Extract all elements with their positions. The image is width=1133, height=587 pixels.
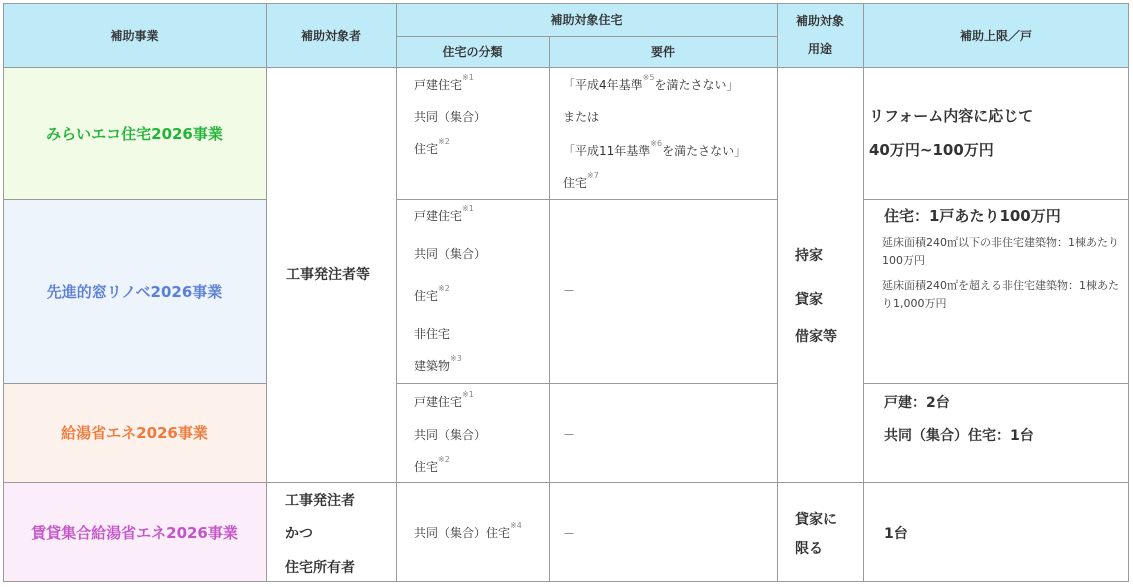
grid-col-1: [266, 3, 267, 582]
limit-row2-title: 住宅：1戸あたり100万円: [884, 207, 1061, 225]
border-left: [3, 3, 4, 582]
shared-usage-lease: 借家等: [795, 329, 837, 345]
header-housing-category: 住宅の分類: [396, 36, 549, 67]
category-row4-collective-housing: 共同（集合）住宅$^{※4}$: [414, 521, 522, 540]
requirement-row3-dash: －: [563, 428, 576, 442]
program-mirai-eco: みらいエコ住宅2026事業: [3, 67, 266, 199]
grid-col-5: [863, 3, 864, 582]
border-bottom: [3, 581, 1129, 582]
limit-row4: 1台: [884, 526, 908, 542]
grid-row-2-mid: [396, 383, 777, 384]
grid-header-mid: [396, 36, 777, 37]
border-top: [3, 3, 1129, 4]
requirement-row1-h11: 「平成11年基準$^{※6}$を満たさない」: [563, 139, 747, 158]
target-row4-line3: 住宅所有者: [285, 560, 355, 576]
limit-row1-line2: 40万円~100万円: [869, 141, 994, 159]
grid-row-2-right: [863, 383, 1129, 384]
requirement-row1-housing: 住宅$^{※7}$: [563, 171, 599, 190]
limit-row3-line1: 戸建：2台: [884, 395, 950, 411]
program-water-heater: 給湯省エネ2026事業: [3, 383, 266, 482]
grid-col-2: [396, 3, 397, 582]
category-row2-building: 建築物$^{※3}$: [414, 354, 462, 373]
target-row4-line2: かつ: [285, 526, 313, 542]
limit-row1-line1: リフォーム内容に応じて: [869, 107, 1034, 125]
grid-col-3: [549, 36, 550, 582]
shared-target-person: 工事発注者等: [286, 267, 370, 283]
limit-row2-note2: 延床面積240㎡を超える非住宅建築物：1棟あたり1,000万円: [882, 279, 1119, 310]
category-row1-collective: 共同（集合）: [414, 110, 487, 124]
program-rental-water-heater: 賃貸集合給湯省エネ2026事業: [3, 482, 266, 582]
category-row3-detached: 戸建住宅$^{※1}$: [414, 390, 474, 409]
limit-row3-line2: 共同（集合）住宅：1台: [884, 428, 1034, 444]
requirement-row2-dash: －: [563, 284, 576, 298]
header-target-person: 補助対象者: [266, 3, 396, 67]
category-row3-housing: 住宅$^{※2}$: [414, 455, 450, 474]
usage-row4-line1: 貸家に: [795, 512, 837, 528]
category-row2-nonresidential: 非住宅: [414, 327, 451, 341]
category-row2-collective: 共同（集合）: [414, 247, 487, 261]
requirement-row1-or: または: [563, 110, 600, 124]
header-program: 補助事業: [3, 3, 266, 67]
category-row2-housing: 住宅$^{※2}$: [414, 284, 450, 303]
header-usage-line1: 補助対象: [795, 14, 844, 28]
grid-row-1-right: [863, 199, 1129, 200]
grid-row-2-left: [3, 383, 266, 384]
header-target-housing: 補助対象住宅: [396, 3, 777, 36]
grid-row-1-left: [3, 199, 266, 200]
limit-row2-note1: 延床面積240㎡以下の非住宅建築物：1棟あたり100万円: [882, 236, 1119, 267]
grid-row-3: [3, 482, 1129, 483]
target-row4-line1: 工事発注者: [285, 493, 355, 509]
category-row1-detached: 戸建住宅$^{※1}$: [414, 73, 474, 92]
requirement-row4-dash: －: [563, 527, 576, 541]
header-requirements: 要件: [549, 36, 777, 67]
category-row3-collective: 共同（集合）: [414, 428, 487, 442]
grid-header-bottom: [3, 67, 1129, 68]
grid-col-4: [777, 3, 778, 582]
shared-usage-rental: 貸家: [795, 292, 823, 308]
header-usage-line2: 用途: [807, 42, 832, 56]
program-window-renovation: 先進的窓リノベ2026事業: [3, 199, 266, 383]
category-row1-housing: 住宅$^{※2}$: [414, 137, 450, 156]
grid-row-1-mid: [396, 199, 777, 200]
header-usage: [777, 3, 863, 67]
border-right: [1128, 3, 1129, 582]
requirement-row1-h4: 「平成4年基準$^{※5}$を満たさない」: [563, 73, 739, 92]
shared-usage-owner: 持家: [795, 248, 823, 264]
header-limit: 補助上限／戸: [863, 3, 1129, 67]
category-row2-detached: 戸建住宅$^{※1}$: [414, 204, 474, 223]
usage-row4-line2: 限る: [795, 541, 823, 557]
